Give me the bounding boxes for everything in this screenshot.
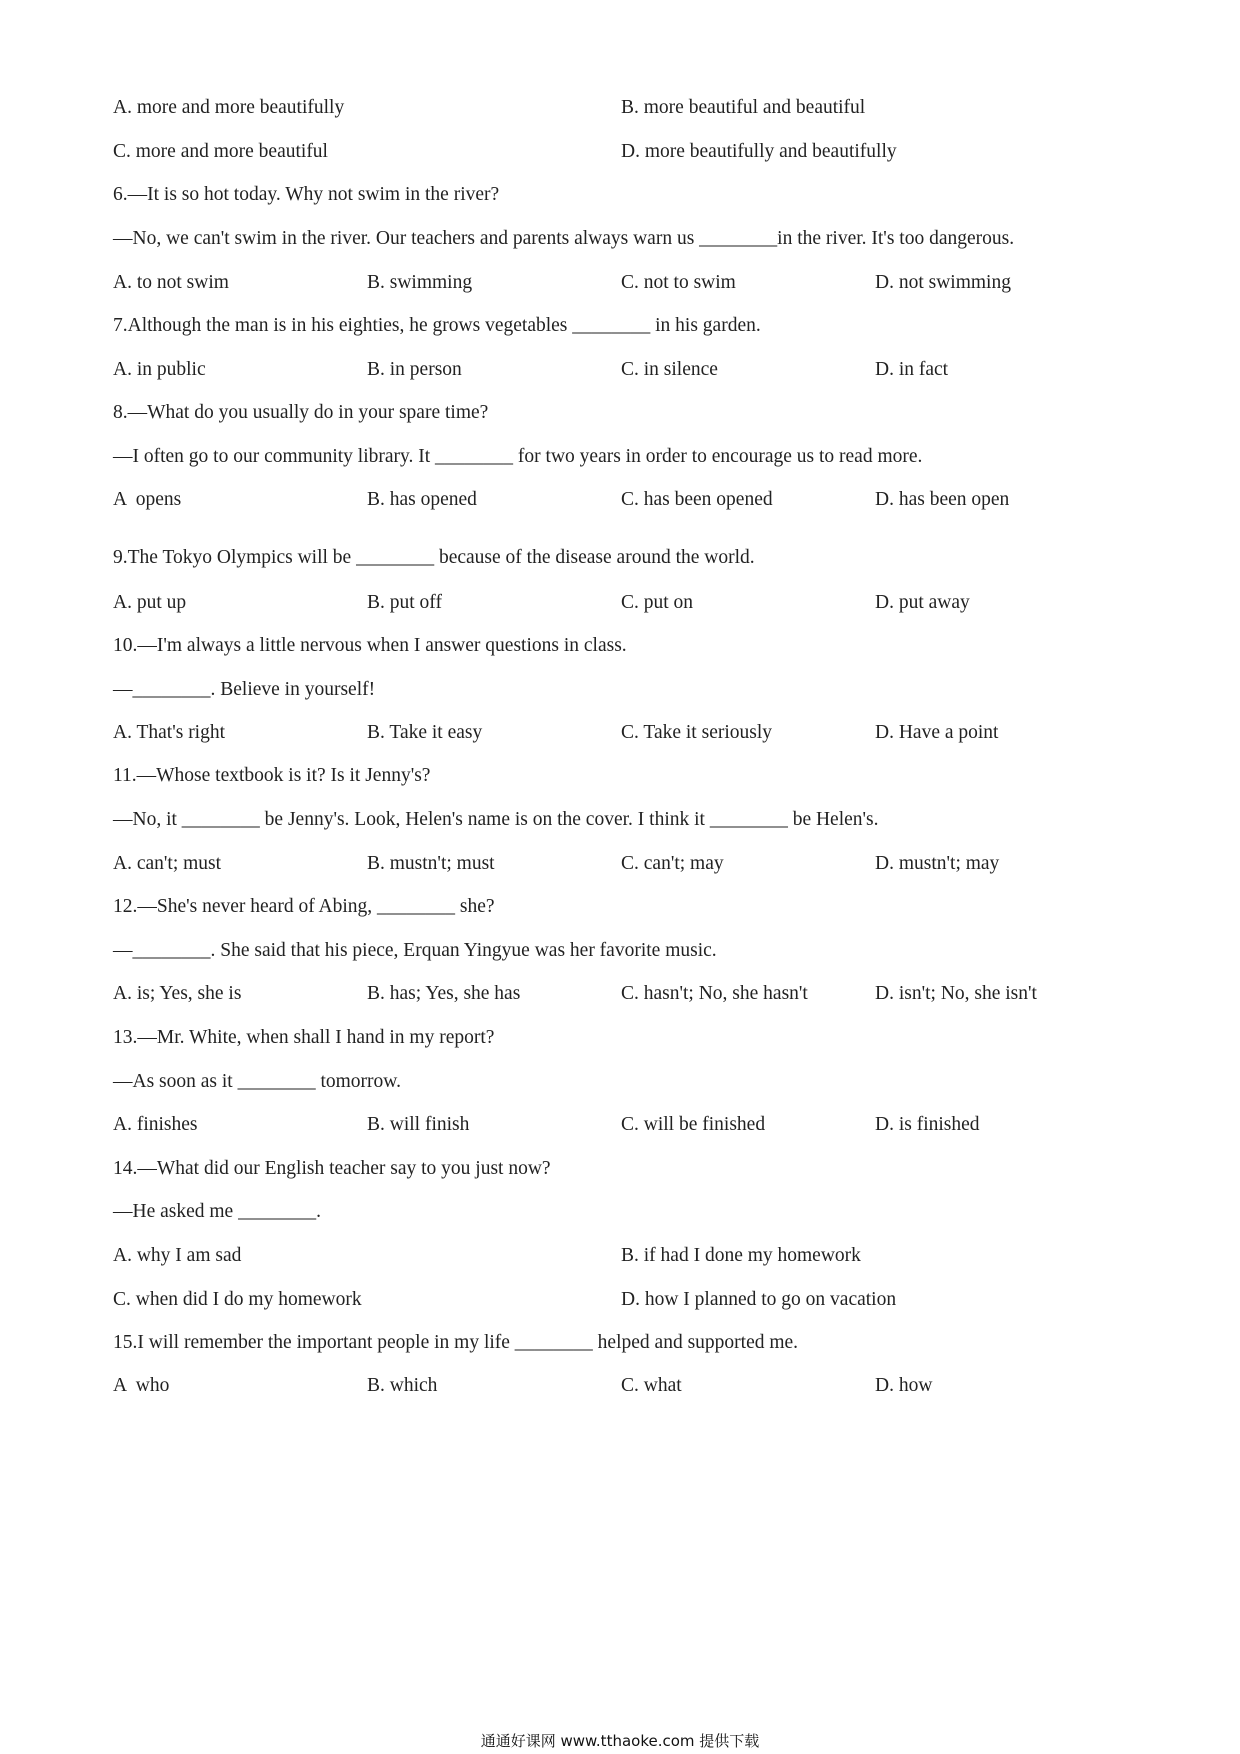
page-footer: 通通好课网 www.tthaoke.com 提供下载 xyxy=(480,1732,760,1750)
q11-stem: 11.—Whose textbook is it? Is it Jenny's? xyxy=(113,765,431,786)
q12-option-d: D. isn't; No, she isn't xyxy=(875,983,1037,1004)
q9-option-c: C. put on xyxy=(621,592,694,613)
q11-option-d: D. mustn't; may xyxy=(875,853,1000,874)
q7-option-b: B. in person xyxy=(367,359,462,380)
q5-options-row-1 xyxy=(113,96,1133,120)
q8-option-c: C. has been opened xyxy=(621,489,773,510)
q10-options xyxy=(113,721,1133,745)
q12-option-c: C. hasn't; No, she hasn't xyxy=(621,983,808,1004)
q5-option-d: D. more beautifully and beautifully xyxy=(621,141,897,162)
q5-option-c: C. more and more beautiful xyxy=(113,141,328,162)
q12-option-a: A. is; Yes, she is xyxy=(113,983,242,1004)
q7-option-a: A. in public xyxy=(113,359,206,380)
q14-options-row-2 xyxy=(113,1288,1133,1312)
q14-stem: 14.—What did our English teacher say to you just now? xyxy=(113,1158,551,1179)
q10-option-a: A. That's right xyxy=(113,722,226,743)
q5-option-a: A. more and more beautifully xyxy=(113,97,345,118)
q7-option-d: D. in fact xyxy=(875,359,949,380)
q7-options xyxy=(113,358,1133,382)
q14-option-b: B. if had I done my homework xyxy=(621,1245,861,1266)
q10-option-d: D. Have a point xyxy=(875,722,999,743)
q8-option-a: A opens xyxy=(113,489,182,510)
q12-stem: 12.—She's never heard of Abing, ________ she? xyxy=(113,896,495,917)
q11-option-c: C. can't; may xyxy=(621,853,724,874)
q6-reply: —No, we can't swim in the river. Our teachers and parents always warn us ________in the river. It's too dangerous. xyxy=(113,228,1015,249)
q9-options xyxy=(113,591,1133,615)
q10-option-c: C. Take it seriously xyxy=(621,722,773,743)
q7-option-c: C. in silence xyxy=(621,359,718,380)
q15-option-b: B. which xyxy=(367,1375,438,1396)
q9-option-a: A. put up xyxy=(113,592,187,613)
q9-option-b: B. put off xyxy=(367,592,442,613)
q7-stem: 7.Although the man is in his eighties, he grows vegetables ________ in his garden. xyxy=(113,315,761,336)
q15-option-d: D. how xyxy=(875,1375,933,1396)
q13-options xyxy=(113,1113,1133,1137)
q8-reply: —I often go to our community library. It ________ for two years in order to encourage us to read more. xyxy=(113,446,923,467)
q13-option-b: B. will finish xyxy=(367,1114,470,1135)
q14-option-c: C. when did I do my homework xyxy=(113,1289,362,1310)
q6-option-b: B. swimming xyxy=(367,272,473,293)
q10-stem: 10.—I'm always a little nervous when I answer questions in class. xyxy=(113,635,627,656)
q8-options xyxy=(113,488,1133,512)
q8-option-d: D. has been open xyxy=(875,489,1010,510)
q15-option-c: C. what xyxy=(621,1375,682,1396)
q6-option-a: A. to not swim xyxy=(113,272,229,293)
q6-stem: 6.—It is so hot today. Why not swim in the river? xyxy=(113,184,500,205)
q6-option-d: D. not swimming xyxy=(875,272,1011,293)
q14-option-a: A. why I am sad xyxy=(113,1245,242,1266)
q13-option-d: D. is finished xyxy=(875,1114,980,1135)
q10-option-b: B. Take it easy xyxy=(367,722,483,743)
q14-options-row-1 xyxy=(113,1244,1133,1268)
q13-option-c: C. will be finished xyxy=(621,1114,766,1135)
q15-options xyxy=(113,1374,1133,1398)
q12-options xyxy=(113,982,1133,1006)
q11-option-b: B. mustn't; must xyxy=(367,853,495,874)
q12-option-b: B. has; Yes, she has xyxy=(367,983,521,1004)
q12-reply: —________. She said that his piece, Erquan Yingyue was her favorite music. xyxy=(113,940,717,961)
q6-options xyxy=(113,271,1133,295)
q11-option-a: A. can't; must xyxy=(113,853,222,874)
q13-option-a: A. finishes xyxy=(113,1114,198,1135)
q14-reply: —He asked me ________. xyxy=(113,1201,321,1222)
q15-stem: 15.I will remember the important people in my life ________ helped and supported me. xyxy=(113,1332,799,1353)
q9-option-d: D. put away xyxy=(875,592,970,613)
q13-reply: —As soon as it ________ tomorrow. xyxy=(113,1071,401,1092)
q9-stem: 9.The Tokyo Olympics will be ________ because of the disease around the world. xyxy=(113,547,755,568)
q8-stem: 8.—What do you usually do in your spare time? xyxy=(113,402,489,423)
q11-options xyxy=(113,852,1133,876)
q14-option-d: D. how I planned to go on vacation xyxy=(621,1289,897,1310)
q6-option-c: C. not to swim xyxy=(621,272,736,293)
q13-stem: 13.—Mr. White, when shall I hand in my report? xyxy=(113,1027,495,1048)
q5-options-row-2 xyxy=(113,140,1133,164)
q11-reply: —No, it ________ be Jenny's. Look, Helen's name is on the cover. I think it ________ be Helen's. xyxy=(113,809,879,830)
q15-option-a: A who xyxy=(113,1375,170,1396)
q5-option-b: B. more beautiful and beautiful xyxy=(621,97,866,118)
q8-option-b: B. has opened xyxy=(367,489,477,510)
q10-reply: —________. Believe in yourself! xyxy=(113,679,376,700)
